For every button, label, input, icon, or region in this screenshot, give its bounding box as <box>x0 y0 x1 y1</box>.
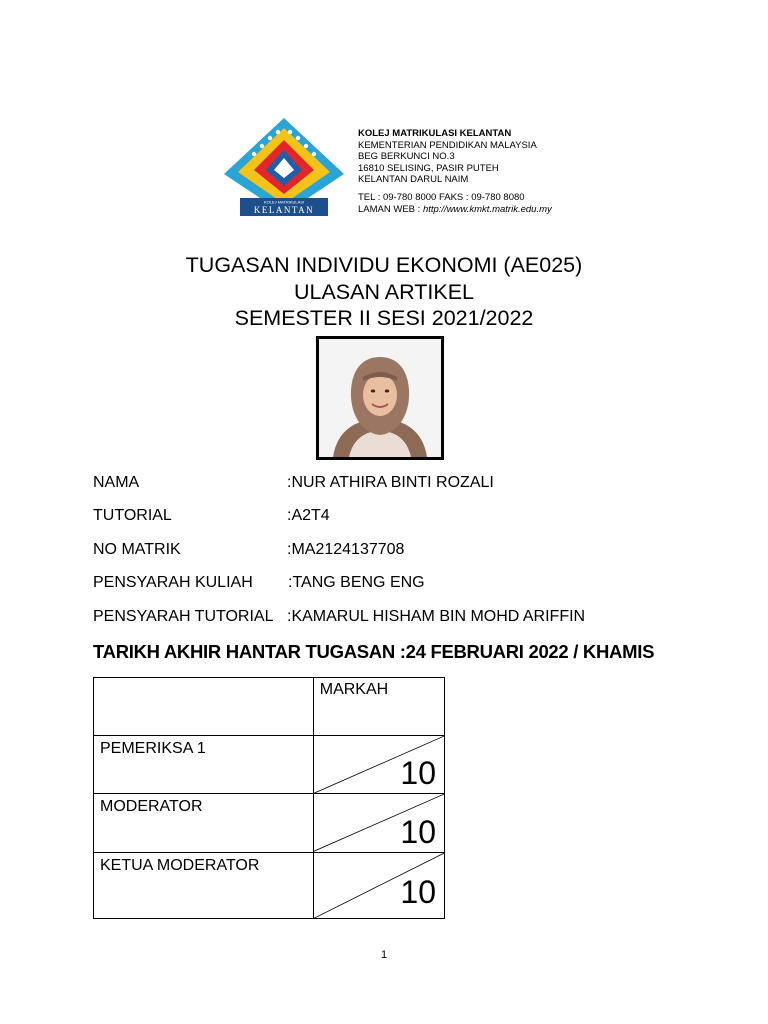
table-cell <box>94 852 314 918</box>
institution-line: KELANTAN DARUL NAIM <box>358 174 469 186</box>
institution-line: 16810 SELISING, PASIR PUTEH <box>358 162 499 174</box>
web-url[interactable]: http://www.kmkt.matrik.edu.my <box>422 203 552 215</box>
title-line: TUGASAN INDIVIDU EKONOMI (AE025) <box>185 253 583 277</box>
table-row <box>94 794 445 852</box>
table-row <box>94 736 445 794</box>
title-line: SEMESTER II SESI 2021/2022 <box>234 306 534 330</box>
info-label: PENSYARAH TUTORIAL <box>93 607 274 625</box>
institution-contact: TEL : 09-780 8000 FAKS : 09-780 8080 <box>358 191 525 203</box>
title-line: ULASAN ARTIKEL <box>293 279 475 304</box>
score-value: 10 <box>400 874 436 910</box>
logo-banner-text: KELANTAN <box>253 205 315 215</box>
score-value: 10 <box>400 813 436 850</box>
table-cell <box>94 736 314 794</box>
info-value: :KAMARUL HISHAM BIN MOHD ARIFFIN <box>287 607 586 625</box>
institution-line: KEMENTERIAN PENDIDIKAN MALAYSIA <box>358 139 537 151</box>
info-label: TUTORIAL <box>93 507 172 525</box>
student-portrait-image <box>319 339 441 457</box>
info-value: :TANG BENG ENG <box>288 574 425 592</box>
institution-details <box>358 128 552 215</box>
examiner-label: KETUA MODERATOR <box>100 856 260 874</box>
info-value: :A2T4 <box>287 507 330 525</box>
info-label: PENSYARAH KULIAH <box>93 574 253 592</box>
submission-deadline: TARIKH AKHIR HANTAR TUGASAN :24 FEBRUARI 2022 / KHAMIS <box>93 641 655 662</box>
score-value: 10 <box>400 755 436 792</box>
logo-small-text: KOLEJ MATRIKULASI <box>263 199 305 205</box>
info-value: :MA2124137708 <box>287 540 405 558</box>
info-value: :NUR ATHIRA BINTI ROZALI <box>287 474 494 491</box>
college-logo <box>222 116 346 218</box>
info-label: NAMA <box>93 474 140 491</box>
score-cell <box>313 794 444 852</box>
score-cell <box>313 852 444 918</box>
table-cell <box>94 794 314 852</box>
institution-name: KOLEJ MATRIKULASI KELANTAN <box>358 128 512 139</box>
marks-table <box>93 677 445 919</box>
institution-web <box>358 204 552 216</box>
table-cell <box>313 678 444 736</box>
page-number: 1 <box>380 949 388 961</box>
markah-header: MARKAH <box>319 681 389 698</box>
web-label: LAMAN WEB : <box>358 203 423 215</box>
student-photo <box>316 336 444 460</box>
score-cell <box>313 736 444 794</box>
institution-line: BEG BERKUNCI NO.3 <box>358 151 455 163</box>
table-row <box>94 852 445 918</box>
table-cell <box>94 678 314 736</box>
examiner-label: PEMERIKSA 1 <box>100 740 206 758</box>
document-titles <box>0 252 768 332</box>
examiner-label: MODERATOR <box>100 798 203 816</box>
info-label: NO MATRIK <box>93 540 181 558</box>
table-header-row <box>94 678 445 736</box>
